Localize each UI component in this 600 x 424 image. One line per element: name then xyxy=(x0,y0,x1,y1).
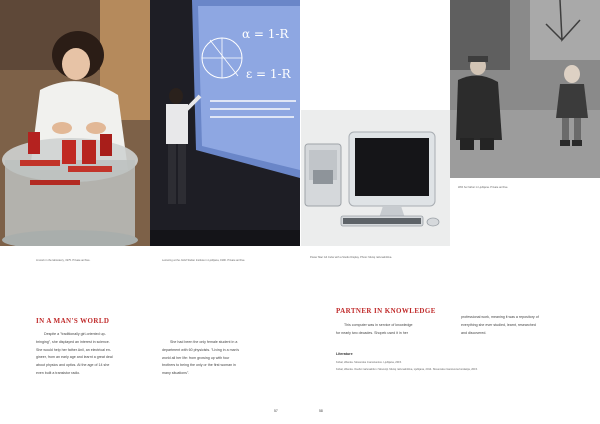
left-col2-line: She had been the only female student in a xyxy=(170,340,238,344)
page-number-right: 58 xyxy=(319,409,323,413)
family-photo-image xyxy=(450,0,600,178)
left-column-2 xyxy=(162,339,266,378)
left-col2-line: department with 60 physicists. "Living in a man's xyxy=(162,347,240,352)
lecture-photo-image xyxy=(150,0,300,246)
lecture-photo xyxy=(150,0,300,246)
left-col1-line: gineer, from an early age and learnt a great deal xyxy=(36,355,113,360)
literature-heading: Literature xyxy=(336,352,353,356)
caption-lab: At work in the laboratory, 1975. Private archive. xyxy=(36,259,91,262)
left-col1-line: bringing", she displayed an interest in science. xyxy=(36,339,110,344)
left-col1-line: even built a transistor radio. xyxy=(36,370,81,375)
lab-photo-image xyxy=(0,0,150,246)
page-number-left: 57 xyxy=(274,409,278,413)
literature-entry: Kobal, Zdenka. Osebni računalniki v Sloveniji. Muzej računalništva, Ljubljana, 2014. Slovenska znanstvena fundacija, 2015. xyxy=(336,368,478,371)
right-col1-line: This computer was in service of knowledge xyxy=(344,323,413,327)
computer-photo xyxy=(301,110,450,246)
left-col1-line: about physics and optics. At the age of 14 she xyxy=(36,363,110,368)
left-column-1 xyxy=(36,331,140,378)
left-col2-line: world all her life: from growing up with four xyxy=(162,355,230,360)
right-col2-line: professional work, meaning it was a repository of xyxy=(461,315,539,319)
section-title-mans-world: IN A MAN'S WORLD xyxy=(36,317,110,325)
formula-alpha: α = 1-R xyxy=(242,27,289,41)
left-col1-line: She would help her father Anil, an electrical en- xyxy=(36,347,112,352)
left-col2-line: many situations". xyxy=(162,371,190,376)
formula-epsilon: ε = 1-R xyxy=(246,67,291,81)
left-col1-line: Despite a "traditionally girl-oriented up- xyxy=(44,332,106,336)
right-col2-line: and discovered. xyxy=(461,330,487,335)
family-photo xyxy=(450,0,600,178)
literature-entry: Kobal, Zdenka. Slovenske znanstvenice. Ljubljana, 2015. xyxy=(336,361,402,364)
right-column-1 xyxy=(336,322,440,338)
caption-board: Lecturing at the Jožef Stefan Institute in Ljubljana, 1990. Private archive. xyxy=(162,259,246,262)
section-title-partner: PARTNER IN KNOWLEDGE xyxy=(336,307,436,315)
right-col2-line: everything she ever studied, learnt, researched xyxy=(461,322,536,327)
caption-computer: Power Mac G4 Cube with a Studio Display. Photo: Muzej računalništva. xyxy=(310,256,392,259)
right-col1-line: for nearly two decades. Shopek used it in her xyxy=(336,330,408,335)
left-col2-line: brothers to being the only or the first woman in xyxy=(162,363,236,368)
lab-photo xyxy=(0,0,150,246)
right-column-2 xyxy=(461,314,571,337)
computer-photo-image xyxy=(301,110,450,246)
caption-family: With her father in Ljubljana. Private archive. xyxy=(458,186,509,189)
